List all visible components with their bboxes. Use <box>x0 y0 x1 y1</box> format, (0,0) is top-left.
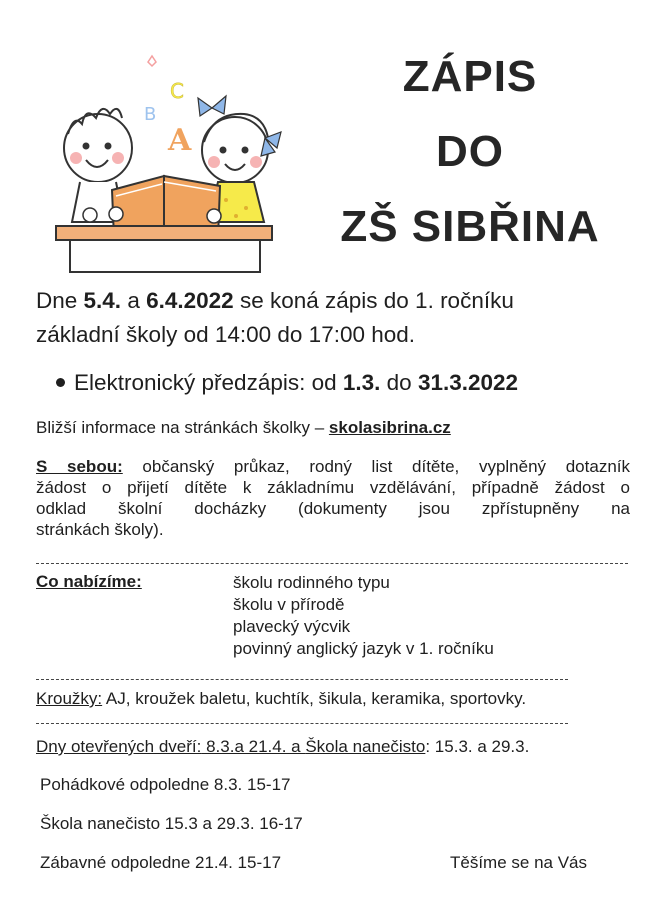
open-days-line: Dny otevřených dveří: 8.3.a 21.4. a Škola nanečisto: 15.3. a 29.3. <box>36 737 530 756</box>
letter-b: B <box>144 104 157 125</box>
open-days-label: Dny otevřených dveří: 8.3.a 21.4. a Škola nanečisto <box>36 737 426 756</box>
bring-label: S sebou: <box>36 457 123 476</box>
title-line-3: ZŠ SIBŘINA <box>340 202 600 251</box>
desk <box>56 226 272 272</box>
dashed-divider <box>36 723 568 724</box>
title-line-1: ZÁPIS <box>402 52 538 101</box>
announcement-line-2: základní školy od 14:00 do 17:00 hod. <box>36 322 416 347</box>
letter-a: A <box>168 123 192 158</box>
clubs-label: Kroužky: <box>36 689 103 708</box>
bring-line-1: S sebou: občanský průkaz, rodný list dítěte, vyplněný dotazník <box>36 457 630 476</box>
offer-label: Co nabízíme: <box>36 572 142 591</box>
page-title <box>320 52 620 263</box>
bring-line-3: odklad školní docházky (dokumenty jsou zpřístupněny na <box>36 499 630 518</box>
dashed-divider <box>36 563 628 564</box>
website-link[interactable]: skolasibrina.cz <box>328 418 451 437</box>
offer-item: povinný anglický jazyk v 1. ročníku <box>233 639 494 658</box>
clubs-line: Kroužky: AJ, kroužek baletu, kuchtík, šikula, keramika, sportovky. <box>36 689 527 708</box>
bring-line-4: stránkách školy). <box>36 520 164 539</box>
date-day-1: 5.4. <box>83 288 122 313</box>
enrollment-announcement <box>36 284 636 352</box>
what-to-bring <box>36 456 630 540</box>
announcement-line-1: Dne 5.4. a 6.4.2022 se koná zápis do 1. ročníku <box>36 288 514 313</box>
date-day-2: 6.4.2022 <box>146 288 234 313</box>
event-fairy-tale-afternoon: Pohádkové odpoledne 8.3. 15-17 <box>40 775 291 794</box>
preregistration-bullet: Elektronický předzápis: od 1.3. do 31.3.2022 <box>56 370 518 396</box>
offer-item: školu v přírodě <box>233 595 345 614</box>
dashed-divider <box>36 679 568 680</box>
children-reading-illustration <box>50 50 300 275</box>
event-fun-afternoon: Zábavné odpoledne 21.4. 15-17 <box>40 853 282 872</box>
greeting: Těšíme se na Vás <box>450 853 588 872</box>
more-info-line: Bližší informace na stránkách školky – skolasibrina.cz <box>36 418 451 437</box>
bring-line-2: žádost o přijetí dítěte k základnímu vzdělávání, případně žádost o <box>36 478 630 497</box>
event-trial-school: Škola nanečisto 15.3 a 29.3. 16-17 <box>40 814 303 833</box>
offer-item: školu rodinného typu <box>233 573 390 592</box>
bullet-icon <box>56 378 65 387</box>
offer-item: plavecký výcvik <box>233 617 351 636</box>
title-line-2: DO <box>436 127 504 176</box>
offer-list <box>233 572 494 660</box>
letter-c: C <box>170 79 184 103</box>
